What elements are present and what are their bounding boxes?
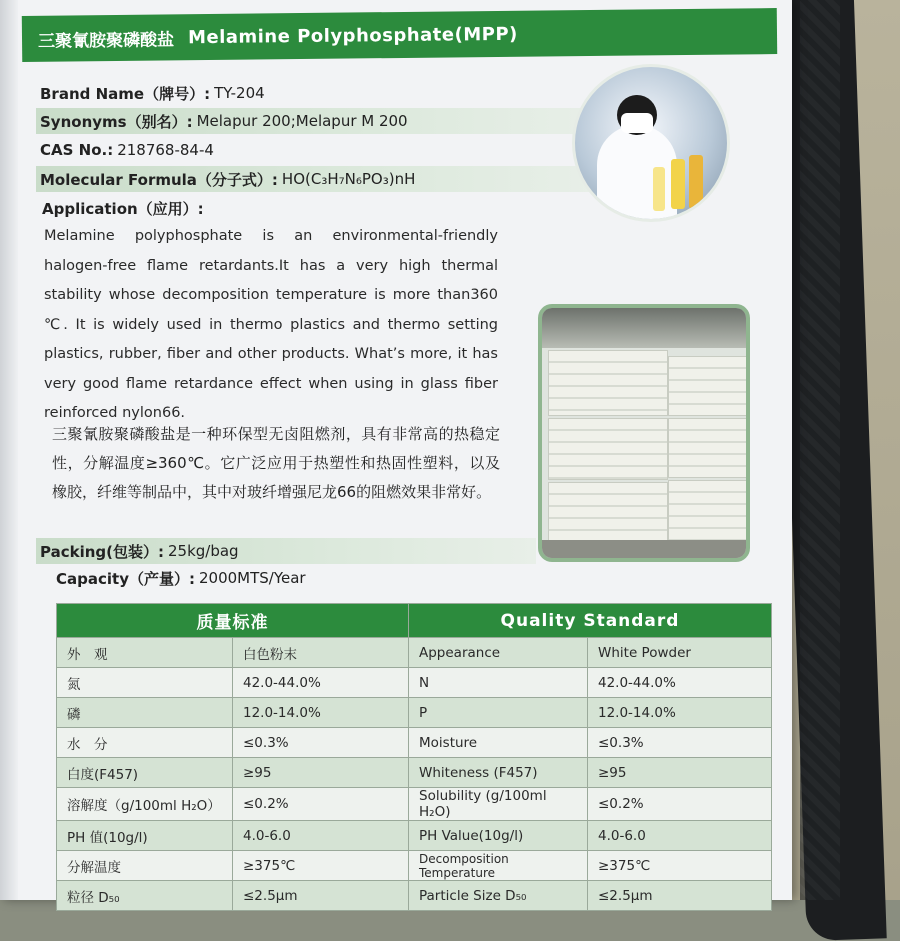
en-item: Solubility (g/100ml H₂O): [409, 788, 588, 821]
warehouse-bag-stack: [548, 418, 668, 480]
spec-value: 218768-84-4: [117, 141, 214, 159]
spec-row-synonyms: [36, 108, 596, 134]
cn-value: ≥95: [233, 758, 409, 788]
spec-row-molecular-formula: [36, 166, 596, 192]
warehouse-ceiling: [542, 308, 746, 348]
photo-lab-coat: [597, 125, 677, 222]
warehouse-floor: [542, 540, 746, 558]
cn-item: 溶解度（g/100ml H₂O）: [57, 788, 233, 821]
table-row: [57, 851, 772, 881]
capacity-value: 2000MTS/Year: [198, 569, 306, 587]
cn-value: 白色粉末: [233, 638, 409, 668]
en-item: P: [409, 698, 588, 728]
cn-value: 42.0-44.0%: [233, 668, 409, 698]
warehouse-bag-stack: [548, 350, 668, 416]
table-row: [57, 668, 772, 698]
spec-label: CAS No.:: [40, 141, 114, 159]
spec-value: TY-204: [214, 84, 265, 102]
en-item: PH Value(10g/l): [409, 821, 588, 851]
packing-row: [36, 538, 536, 564]
capacity-row: [52, 565, 552, 591]
cn-item: 外 观: [57, 638, 233, 668]
en-value: 4.0-6.0: [588, 821, 772, 851]
en-value: ≥95: [588, 758, 772, 788]
warehouse-bag-stack: [668, 480, 748, 542]
spec-row-cas-number: [36, 137, 556, 163]
lab-researcher-photo: [572, 64, 730, 222]
en-value: ≥375℃: [588, 851, 772, 881]
capacity-label: Capacity（产量）:: [56, 569, 195, 588]
warehouse-bag-stack: [548, 482, 668, 542]
spec-label: Brand Name（牌号）:: [40, 84, 211, 103]
cn-item: 水 分: [57, 728, 233, 758]
photo-sample-tube: [653, 167, 665, 211]
title-english: Melamine Polyphosphate(MPP): [187, 23, 518, 48]
cn-item: 分解温度: [57, 851, 233, 881]
spec-value: Melapur 200;Melapur M 200: [196, 112, 408, 130]
cn-item: 粒径 D₅₀: [57, 881, 233, 911]
spec-label: Synonyms（别名）:: [40, 112, 193, 131]
table-row: [57, 788, 772, 821]
cn-item: 磷: [57, 698, 233, 728]
cn-value: ≤0.3%: [233, 728, 409, 758]
table-row: [57, 698, 772, 728]
photo-face-mask: [621, 113, 653, 133]
en-value: 42.0-44.0%: [588, 668, 772, 698]
quality-standard-table: [56, 603, 772, 911]
en-value: 12.0-14.0%: [588, 698, 772, 728]
en-item: Particle Size D₅₀: [409, 881, 588, 911]
title-chinese: 三聚氰胺聚磷酸盐: [37, 29, 175, 52]
cn-item: PH 值(10g/l): [57, 821, 233, 851]
table-row: [57, 638, 772, 668]
table-header-english: Quality Standard: [409, 604, 772, 638]
page-edge: [0, 0, 18, 900]
warehouse-bag-stack: [668, 356, 748, 416]
spec-value: HO(C₃H₇N₆PO₃)nH: [281, 170, 416, 188]
application-heading: Application（应用）:: [42, 200, 204, 218]
en-value: ≤0.2%: [588, 788, 772, 821]
table-row: [57, 881, 772, 911]
cn-value: ≤0.2%: [233, 788, 409, 821]
cn-value: 4.0-6.0: [233, 821, 409, 851]
en-item: Moisture: [409, 728, 588, 758]
application-text-english: Melamine polyphosphate is an environmental-friendly halogen-free flame retardants.It has a very high thermal stability whose decomposition temperature is more than360 ℃. It is widely used in thermo plastics and thermo setting plastics, rubber, fiber and other products. What’s more, it has very good flame retardance effect when using in glass fiber reinforced nylon66.: [44, 228, 498, 421]
cn-value: 12.0-14.0%: [233, 698, 409, 728]
spec-label: Molecular Formula（分子式）:: [40, 170, 278, 189]
table-row: [57, 758, 772, 788]
warehouse-photo: [538, 304, 750, 562]
en-item: Whiteness (F457): [409, 758, 588, 788]
en-item: Appearance: [409, 638, 588, 668]
en-value: ≤0.3%: [588, 728, 772, 758]
table-header-row: [57, 604, 772, 638]
spec-row-brand-name: [36, 80, 556, 106]
background-bag-texture: [800, 0, 840, 900]
en-value: ≤2.5μm: [588, 881, 772, 911]
photo-sample-tube: [689, 155, 703, 209]
table-header-chinese: 质量标准: [57, 604, 409, 638]
table-row: [57, 821, 772, 851]
cn-value: ≤2.5μm: [233, 881, 409, 911]
packing-label: Packing(包装）:: [40, 542, 164, 561]
table-row: [57, 728, 772, 758]
en-item: N: [409, 668, 588, 698]
title-bar: [22, 8, 777, 62]
en-value: White Powder: [588, 638, 772, 668]
cn-item: 白度(F457): [57, 758, 233, 788]
cn-item: 氮: [57, 668, 233, 698]
application-text-chinese: 三聚氰胺聚磷酸盐是一种环保型无卤阻燃剂，具有非常高的热稳定性，分解温度≥360℃。它广泛应用于热塑性和热固性塑料，以及橡胶，纤维等制品中，其中对玻纤增强尼龙66的阻燃效果非常好。: [52, 425, 500, 501]
en-item: Decomposition Temperature: [409, 851, 588, 881]
cn-value: ≥375℃: [233, 851, 409, 881]
packing-value: 25kg/bag: [168, 542, 239, 560]
photo-sample-tube: [671, 159, 685, 209]
warehouse-bag-stack: [668, 418, 748, 478]
